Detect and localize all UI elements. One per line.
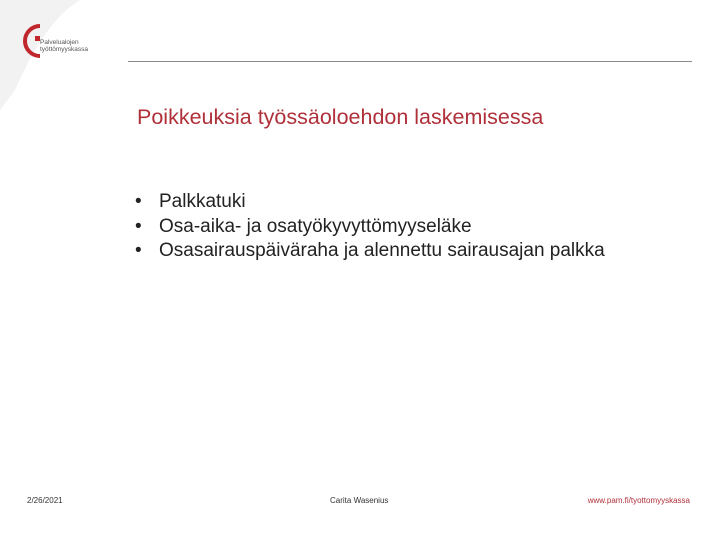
slide-title: Poikkeuksia työssäoloehdon laskemisessa (137, 105, 544, 129)
footer-author: Carita Wasenius (330, 496, 389, 505)
logo-text (40, 40, 88, 54)
bullet-item (135, 239, 675, 264)
bullet-item (135, 215, 675, 240)
bullet-dot: • (135, 191, 142, 212)
logo-line-2: työttömyyskassa (40, 45, 89, 53)
footer-date: 2/26/2021 (27, 496, 63, 505)
bullet-dot: • (135, 215, 142, 237)
bullet-list (135, 190, 675, 264)
header-divider (128, 61, 692, 62)
bullet-text: Palkkatuki (159, 191, 246, 212)
bullet-text: Osa-aika- ja osatyökyvyttömyyseläke (159, 215, 472, 237)
bullet-text: Osasairauspäiväraha ja alennettu sairausajan palkka (159, 240, 605, 261)
bullet-dot: • (135, 240, 142, 261)
footer-url-link[interactable]: www.pam.fi/tyottomyyskassa (587, 496, 690, 505)
logo-line-1: Palvelualojen (40, 39, 79, 46)
bullet-item (135, 190, 675, 215)
